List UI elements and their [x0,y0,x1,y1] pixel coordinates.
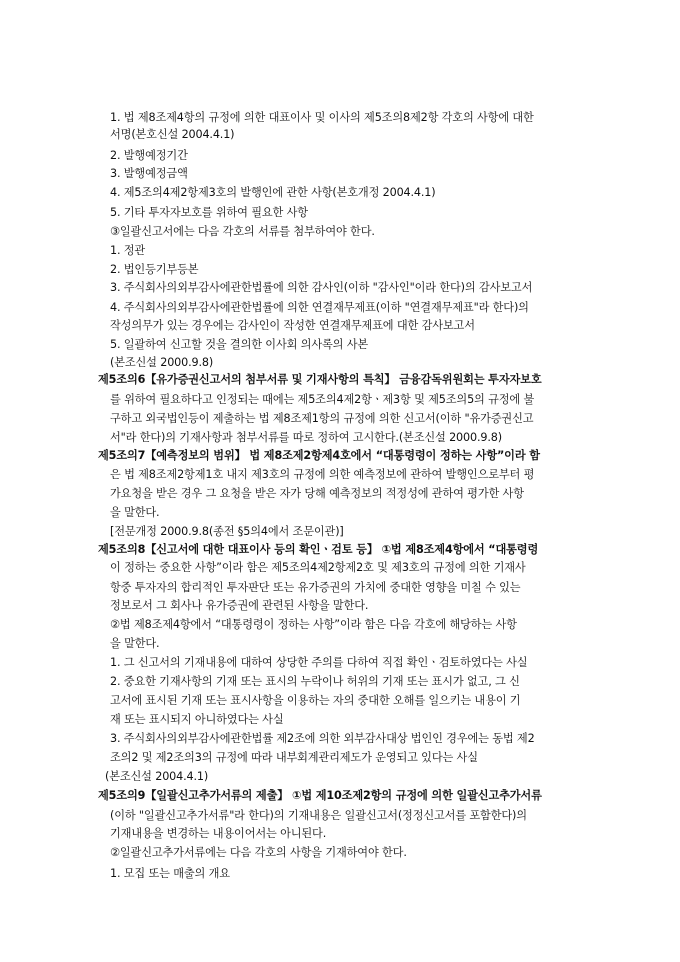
article-heading-line: 제5조의7【예측정보의 범위】 법 제8조제2항제4호에서 “대통령령이 정하는 사항”이라 함 [98,449,540,462]
text-line: 5. 일괄하여 신고할 것을 결의한 이사회 의사록의 사본 [110,338,369,351]
text-line: 은 법 제8조제2항제1호 내지 제3호의 규정에 의한 예측정보에 관하여 발행인으로부터 평 [110,468,535,481]
text-line: 을 말한다. [110,637,160,650]
text-line: 항중 투자자의 합리적인 투자판단 또는 유가증권의 가치에 중대한 영향을 미칠 수 있는 [110,581,521,594]
text-line: 서명(본호신설 2004.4.1) [110,128,235,141]
text-line: 2. 중요한 기재사항의 기재 또는 표시의 누락이나 허위의 기재 또는 표시가 없고, 그 신 [110,675,520,688]
text-line: 고서에 표시된 기재 또는 표시사항을 이용하는 자의 중대한 오해를 일으키는 내용이 기 [110,694,521,707]
text-line: 1. 그 신고서의 기재내용에 대하여 상당한 주의를 다하여 직접 확인ㆍ검토하였다는 사실 [110,656,528,669]
text-line: 조의2 및 제2조의3의 규정에 따라 내부회계관리제도가 운영되고 있다는 사실 [110,751,478,764]
text-line: 4. 주식회사의외부감사에관한법률에 의한 연결재무제표(이하 "연결재무제표"라 한다)의 [110,301,529,314]
text-line: 이 정하는 중요한 사항”이라 함은 제5조의4제2항제2호 및 제3호의 규정에 의한 기재사 [110,561,526,574]
article-heading-line: 제5조의6【유가증권신고서의 첨부서류 및 기재사항의 특칙】 금융감독위원회는 투자자보호 [98,373,542,386]
text-line: 작성의무가 있는 경우에는 감사인이 작성한 연결재무제표에 대한 감사보고서 [110,319,475,332]
text-line: (이하 "일괄신고추가서류"라 한다)의 기재내용은 일괄신고서(정정신고서를 포함한다)의 [110,809,527,822]
text-line: 가요청을 받은 경우 그 요청을 받은 자가 당해 예측정보의 적정성에 관하여 평가한 사항 [110,487,524,500]
text-line: (본조신설 2004.4.1) [105,770,209,783]
text-line: 1. 모집 또는 매출의 개요 [110,867,230,880]
text-line: 5. 기타 투자자보호를 위하여 필요한 사항 [110,206,308,219]
text-line: 3. 주식회사의외부감사에관한법률에 의한 감사인(이하 "감사인"이라 한다)의 감사보고서 [110,281,533,294]
text-line: 구하고 외국법인등이 제출하는 법 제8조제1항의 규정에 의한 신고서(이하 "유가증권신고 [110,412,534,425]
text-line: 2. 발행예정기간 [110,149,188,162]
text-line: 2. 법인등기부등본 [110,263,199,276]
text-line: ②법 제8조제4항에서 “대통령령이 정하는 사항”이라 함은 다음 각호에 해당하는 사항 [110,618,517,631]
text-line: 을 말한다. [110,506,160,519]
text-line: 3. 주식회사의외부감사에관한법률 제2조에 의한 외부감사대상 법인인 경우에는 동법 제2 [110,732,535,745]
text-line: 정보로서 그 회사나 유가증권에 관련된 사항을 말한다. [110,599,369,612]
text-line: 3. 발행예정금액 [110,167,188,180]
text-line: 서"라 한다)의 기재사항과 첨부서류를 따로 정하여 고시한다.(본조신설 2000.9.8) [110,431,502,444]
text-line: [전문개정 2000.9.8(종전 §5의4에서 조문이관)] [110,525,344,538]
text-line: 4. 제5조의4제2항제3호의 발행인에 관한 사항(본호개정 2004.4.1) [110,186,436,199]
article-heading-line: 제5조의8【신고서에 대한 대표이사 등의 확인ㆍ검토 등】 ①법 제8조제4항에서 “대통령령 [98,543,539,556]
text-line: ②일괄신고추가서류에는 다음 각호의 사항을 기재하여야 한다. [110,846,407,859]
article-heading-line: 제5조의9【일괄신고추가서류의 제출】 ①법 제10조제2항의 규정에 의한 일괄신고추가서류 [98,789,542,802]
text-line: ③일괄신고서에는 다음 각호의 서류를 첨부하여야 한다. [110,225,375,238]
text-line: 1. 정관 [110,244,146,257]
text-line: 1. 법 제8조제4항의 규정에 의한 대표이사 및 이사의 제5조의8제2항 각호의 사항에 대한 [110,111,534,124]
text-line: 재 또는 표시되지 아니하였다는 사실 [110,713,284,726]
text-line: 를 위하여 필요하다고 인정되는 때에는 제5조의4제2항ㆍ제3항 및 제5조의5의 규정에 불 [110,393,535,406]
text-line: 기재내용을 변경하는 내용이어서는 아니된다. [110,827,327,840]
text-line: (본조신설 2000.9.8) [110,356,214,369]
